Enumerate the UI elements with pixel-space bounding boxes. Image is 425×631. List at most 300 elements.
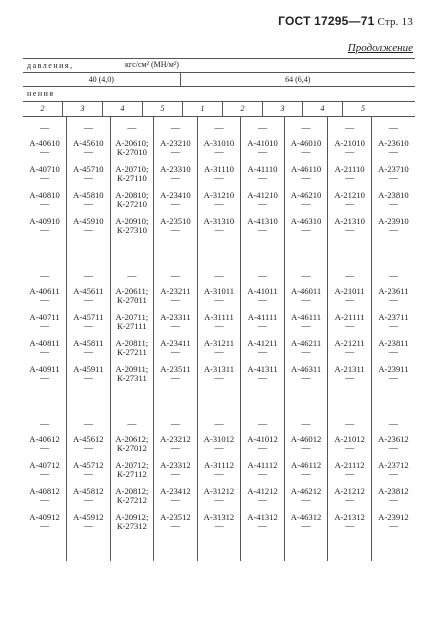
cell-designation: А-21310 [334, 216, 365, 226]
table-cell [154, 487, 198, 513]
table-cell [241, 165, 285, 191]
cell-designation: А-31110 [204, 164, 234, 174]
cell-dash: — [127, 270, 137, 281]
pressure-value-1: 40 (4,0) [23, 73, 181, 86]
cell-dash: — [214, 270, 224, 281]
table-cell [67, 461, 111, 487]
cell-dash: — [214, 495, 224, 505]
table-cell [197, 265, 241, 287]
cell-designation: А-46212 [290, 486, 322, 496]
caption-pressure-values [23, 73, 415, 87]
table-row [23, 117, 415, 139]
column-number: 3 [63, 102, 103, 116]
cell-designation: К-27110 [116, 173, 147, 183]
cell-designation: А-45712 [73, 460, 104, 470]
table-cell [241, 365, 285, 413]
table-row [23, 487, 415, 513]
table-cell [67, 117, 111, 139]
table-cell [110, 165, 154, 191]
column-number: 1 [183, 102, 223, 116]
cell-dash: — [83, 321, 93, 331]
cell-dash: — [214, 295, 224, 305]
cell-dash: — [345, 373, 355, 383]
table-cell [154, 365, 198, 413]
cell-dash: — [40, 199, 50, 209]
cell-dash: — [301, 225, 311, 235]
cell-dash: — [127, 418, 137, 429]
table-cell [284, 165, 328, 191]
cell-designation: А-23512 [160, 512, 191, 522]
cell-designation: А-23211 [160, 286, 191, 296]
table-cell [67, 139, 111, 165]
cell-designation: А-20812; [115, 486, 149, 496]
table-cell [284, 117, 328, 139]
cell-designation: А-46210 [290, 190, 322, 200]
table-cell [371, 117, 415, 139]
cell-designation: К-27010 [116, 147, 147, 157]
column-numbers [23, 102, 415, 117]
cell-dash: — [345, 173, 355, 183]
table-cell [284, 265, 328, 287]
table-cell [110, 217, 154, 265]
table-row [23, 435, 415, 461]
table-cell [154, 287, 198, 313]
cell-dash: — [40, 225, 50, 235]
cell-dash: — [83, 469, 93, 479]
table-cell [241, 287, 285, 313]
cell-designation: А-23910 [378, 216, 409, 226]
cell-dash: — [40, 321, 50, 331]
table-row [23, 513, 415, 561]
table-cell [328, 461, 372, 487]
table-cell [67, 413, 111, 435]
table-cell [241, 435, 285, 461]
table-cell [371, 139, 415, 165]
cell-dash: — [40, 495, 50, 505]
table-cell [197, 487, 241, 513]
table-cell [197, 287, 241, 313]
cell-dash: — [301, 295, 311, 305]
cell-designation: А-40611 [29, 286, 60, 296]
cell-designation: А-31211 [203, 338, 235, 348]
cell-dash: — [258, 199, 267, 209]
cell-dash: — [170, 521, 180, 531]
cell-dash: — [388, 270, 398, 281]
cell-dash: — [388, 347, 398, 357]
cell-dash: — [258, 147, 267, 157]
cell-dash: — [170, 147, 180, 157]
table-cell [328, 265, 372, 287]
cell-dash: — [40, 173, 50, 183]
cell-dash: — [388, 173, 398, 183]
table-cell [241, 413, 285, 435]
cell-dash: — [258, 122, 267, 133]
table-cell [154, 165, 198, 191]
cell-dash: — [301, 418, 311, 429]
cell-designation: А-40811 [29, 338, 60, 348]
cell-designation: А-41210 [247, 190, 278, 200]
caption-pressure-row [23, 58, 415, 73]
cell-designation: А-31312 [203, 512, 235, 522]
cell-designation: А-46011 [290, 286, 322, 296]
cell-designation: А-45610 [73, 138, 104, 148]
table-row [23, 191, 415, 217]
cell-dash: — [214, 521, 224, 531]
table-cell [284, 339, 328, 365]
table-cell [371, 265, 415, 287]
cell-designation: А-46211 [290, 338, 322, 348]
cell-designation: А-41212 [247, 486, 278, 496]
cell-designation: А-23712 [378, 460, 409, 470]
cell-designation: А-45612 [73, 434, 104, 444]
cell-designation: А-21212 [334, 486, 365, 496]
cell-designation: А-40712 [29, 460, 60, 470]
table-cell [23, 365, 67, 413]
cell-designation: А-45711 [73, 312, 104, 322]
cell-designation: А-20912; [115, 512, 149, 522]
table-cell [197, 313, 241, 339]
cell-dash: — [83, 147, 93, 157]
table-cell [328, 487, 372, 513]
table-cell [67, 313, 111, 339]
cell-designation: А-23911 [378, 364, 409, 374]
table-cell [371, 165, 415, 191]
cell-dash: — [83, 173, 93, 183]
table-cell [197, 165, 241, 191]
cell-dash: — [301, 521, 311, 531]
table-cell [241, 487, 285, 513]
cell-designation: А-41211 [247, 338, 278, 348]
cell-dash: — [388, 495, 398, 505]
table-cell [67, 217, 111, 265]
cell-dash: — [388, 225, 398, 235]
cell-designation: А-40912 [29, 512, 60, 522]
cell-dash: — [40, 521, 50, 531]
table-cell [154, 513, 198, 561]
cell-dash: — [40, 295, 50, 305]
cell-dash: — [388, 199, 398, 209]
table-cell [371, 191, 415, 217]
table-row [23, 287, 415, 313]
table-cell [197, 513, 241, 561]
cell-dash: — [214, 122, 224, 133]
table-cell [284, 365, 328, 413]
table-cell [67, 287, 111, 313]
cell-dash: — [258, 270, 267, 281]
table-cell [328, 117, 372, 139]
cell-designation: А-20612; [115, 434, 149, 444]
table-cell [154, 461, 198, 487]
table-cell [110, 435, 154, 461]
cell-dash: — [345, 147, 355, 157]
table-cell [110, 513, 154, 561]
table-cell [328, 435, 372, 461]
cell-designation: К-27111 [117, 321, 147, 331]
cell-designation: А-45611 [73, 286, 104, 296]
cell-designation: А-21110 [334, 164, 365, 174]
table-cell [23, 287, 67, 313]
cell-designation: А-23210 [160, 138, 191, 148]
cell-dash: — [40, 270, 50, 281]
cell-designation: А-31311 [203, 364, 235, 374]
cell-dash: — [301, 270, 311, 281]
cell-designation: А-45910 [73, 216, 104, 226]
cell-dash: — [83, 225, 93, 235]
cell-designation: К-27312 [116, 521, 147, 531]
table-cell [23, 191, 67, 217]
table-cell [284, 191, 328, 217]
continuation-label: Продолжение [347, 42, 413, 54]
cell-dash: — [170, 347, 180, 357]
table-cell [284, 435, 328, 461]
table-cell [67, 191, 111, 217]
cell-dash: — [345, 122, 355, 133]
cell-dash: — [214, 373, 224, 383]
table-cell [154, 313, 198, 339]
cell-designation: А-20610; [115, 138, 149, 148]
table-cell [284, 217, 328, 265]
cell-dash: — [127, 122, 137, 133]
cell-designation: А-46012 [290, 434, 322, 444]
cell-dash: — [214, 173, 224, 183]
cell-dash: — [170, 295, 180, 305]
table-cell [241, 513, 285, 561]
cell-dash: — [301, 495, 311, 505]
cell-designation: А-23711 [378, 312, 409, 322]
table-cell [67, 265, 111, 287]
cell-dash: — [345, 295, 355, 305]
table-cell [371, 217, 415, 265]
cell-dash: — [345, 469, 355, 479]
cell-dash: — [40, 147, 50, 157]
cell-dash: — [83, 295, 93, 305]
cell-designation: А-45710 [73, 164, 104, 174]
cell-dash: — [83, 199, 93, 209]
table-cell [328, 339, 372, 365]
cell-designation: А-46310 [290, 216, 322, 226]
table-row [23, 339, 415, 365]
cell-dash: — [170, 199, 180, 209]
cell-dash: — [83, 373, 93, 383]
cell-dash: — [345, 321, 355, 331]
table-cell [23, 117, 67, 139]
table-cell [241, 217, 285, 265]
cell-dash: — [388, 521, 398, 531]
table-cell [328, 139, 372, 165]
table-cell [23, 487, 67, 513]
table-cell [197, 365, 241, 413]
cell-dash: — [388, 443, 398, 453]
cell-dash: — [258, 347, 267, 357]
table-cell [328, 217, 372, 265]
cell-dash: — [170, 321, 180, 331]
cell-dash: — [83, 347, 93, 357]
table-cell [241, 265, 285, 287]
cell-designation: А-46110 [290, 164, 322, 174]
designation-table [23, 58, 415, 561]
cell-dash: — [40, 122, 50, 133]
cell-dash: — [83, 122, 93, 133]
cell-designation: А-45911 [73, 364, 104, 374]
cell-designation: А-23411 [160, 338, 191, 348]
cell-designation: А-41310 [247, 216, 278, 226]
cell-dash: — [388, 147, 398, 157]
cell-designation: А-23311 [160, 312, 191, 322]
table-cell [23, 165, 67, 191]
table-cell [371, 513, 415, 561]
cell-dash: — [345, 521, 355, 531]
cell-dash: — [388, 122, 398, 133]
cell-dash: — [214, 199, 224, 209]
table-cell [110, 265, 154, 287]
table-cell [154, 435, 198, 461]
cell-designation: А-45812 [73, 486, 104, 496]
table-cell [154, 191, 198, 217]
table-cell [197, 339, 241, 365]
cell-dash: — [301, 347, 311, 357]
cell-dash: — [170, 270, 180, 281]
cell-dash: — [301, 173, 311, 183]
table-cell [67, 165, 111, 191]
cell-dash: — [301, 373, 311, 383]
table-cell [371, 435, 415, 461]
cell-designation: К-27211 [116, 347, 147, 357]
table-cell [197, 117, 241, 139]
table-cell [23, 461, 67, 487]
table-cell [67, 435, 111, 461]
cell-designation: А-21011 [334, 286, 365, 296]
table-cell [23, 339, 67, 365]
cell-designation: К-27310 [116, 225, 147, 235]
cell-designation: А-41112 [247, 460, 278, 470]
table-row [23, 165, 415, 191]
page-number: Стр. 13 [377, 16, 413, 28]
cell-designation: А-20911; [115, 364, 149, 374]
cell-dash: — [170, 373, 180, 383]
cell-designation: А-20712; [115, 460, 149, 470]
cell-designation: А-40910 [29, 216, 60, 226]
column-number: 5 [143, 102, 183, 116]
cell-dash: — [258, 469, 267, 479]
cell-dash: — [345, 418, 355, 429]
table-row [23, 365, 415, 413]
cell-dash: — [40, 443, 50, 453]
table-cell [197, 435, 241, 461]
table-cell [328, 513, 372, 561]
cell-designation: А-40810 [29, 190, 60, 200]
cell-dash: — [258, 521, 267, 531]
cell-dash: — [40, 469, 50, 479]
cell-designation: А-23810 [378, 190, 409, 200]
table-cell [23, 435, 67, 461]
caption-execution-row [23, 87, 415, 102]
column-number: 5 [361, 104, 365, 113]
table-cell [23, 265, 67, 287]
table-cell [23, 217, 67, 265]
table-cell [67, 487, 111, 513]
table-cell [371, 413, 415, 435]
cell-dash: — [170, 173, 180, 183]
cell-designation: А-41110 [247, 164, 278, 174]
table-cell [110, 487, 154, 513]
table-cell [23, 513, 67, 561]
cell-dash: — [258, 173, 267, 183]
cell-designation: А-40610 [29, 138, 60, 148]
cell-designation: А-21211 [334, 338, 365, 348]
cell-designation: А-31011 [203, 286, 235, 296]
table-cell [284, 287, 328, 313]
table-cell [110, 339, 154, 365]
cell-designation: А-45811 [73, 338, 104, 348]
cell-dash: — [258, 495, 267, 505]
caption-pressure-unit: кгс/см² (МН/м²) [125, 60, 179, 69]
table-cell [371, 365, 415, 413]
cell-designation: А-23412 [160, 486, 191, 496]
cell-dash: — [170, 443, 180, 453]
table-cell [110, 461, 154, 487]
cell-designation: А-23611 [378, 286, 409, 296]
cell-designation: А-21012 [334, 434, 365, 444]
cell-designation: А-21311 [334, 364, 365, 374]
table-cell [371, 313, 415, 339]
cell-dash: — [301, 147, 311, 157]
caption-execution-label: нения [27, 89, 55, 98]
cell-designation: К-27112 [116, 469, 147, 479]
cell-designation: А-41011 [247, 286, 278, 296]
cell-designation: А-21111 [334, 312, 365, 322]
table-cell [154, 265, 198, 287]
cell-designation: А-31212 [203, 486, 235, 496]
cell-designation: А-20910; [115, 216, 149, 226]
cell-designation: А-21210 [334, 190, 365, 200]
cell-designation: А-21312 [334, 512, 365, 522]
cell-designation: А-40612 [29, 434, 60, 444]
table-cell [197, 139, 241, 165]
table-cell [67, 339, 111, 365]
cell-dash: — [301, 443, 311, 453]
table-cell [197, 191, 241, 217]
cell-designation: А-46311 [290, 364, 322, 374]
table-cell [284, 487, 328, 513]
cell-designation: А-45810 [73, 190, 104, 200]
table-cell [241, 461, 285, 487]
cell-dash: — [170, 225, 180, 235]
cell-designation: А-46312 [290, 512, 322, 522]
column-number: 4 [303, 102, 343, 116]
table-cell [284, 313, 328, 339]
cell-designation: А-46111 [291, 312, 322, 322]
cell-dash: — [83, 443, 93, 453]
cell-dash: — [40, 418, 50, 429]
table-cell [110, 287, 154, 313]
cell-dash: — [388, 321, 398, 331]
table-cell [197, 461, 241, 487]
cell-designation: А-23410 [160, 190, 191, 200]
table-cell [110, 313, 154, 339]
cell-designation: А-45912 [73, 512, 104, 522]
cell-designation: А-41012 [247, 434, 278, 444]
table-cell [110, 191, 154, 217]
cell-designation: А-23612 [378, 434, 409, 444]
cell-dash: — [258, 443, 267, 453]
cell-dash: — [388, 418, 398, 429]
table-cell [197, 413, 241, 435]
cell-dash: — [83, 521, 93, 531]
cell-designation: А-31210 [203, 190, 235, 200]
cell-dash: — [258, 418, 267, 429]
cell-designation: А-23310 [160, 164, 191, 174]
cell-dash: — [214, 443, 224, 453]
